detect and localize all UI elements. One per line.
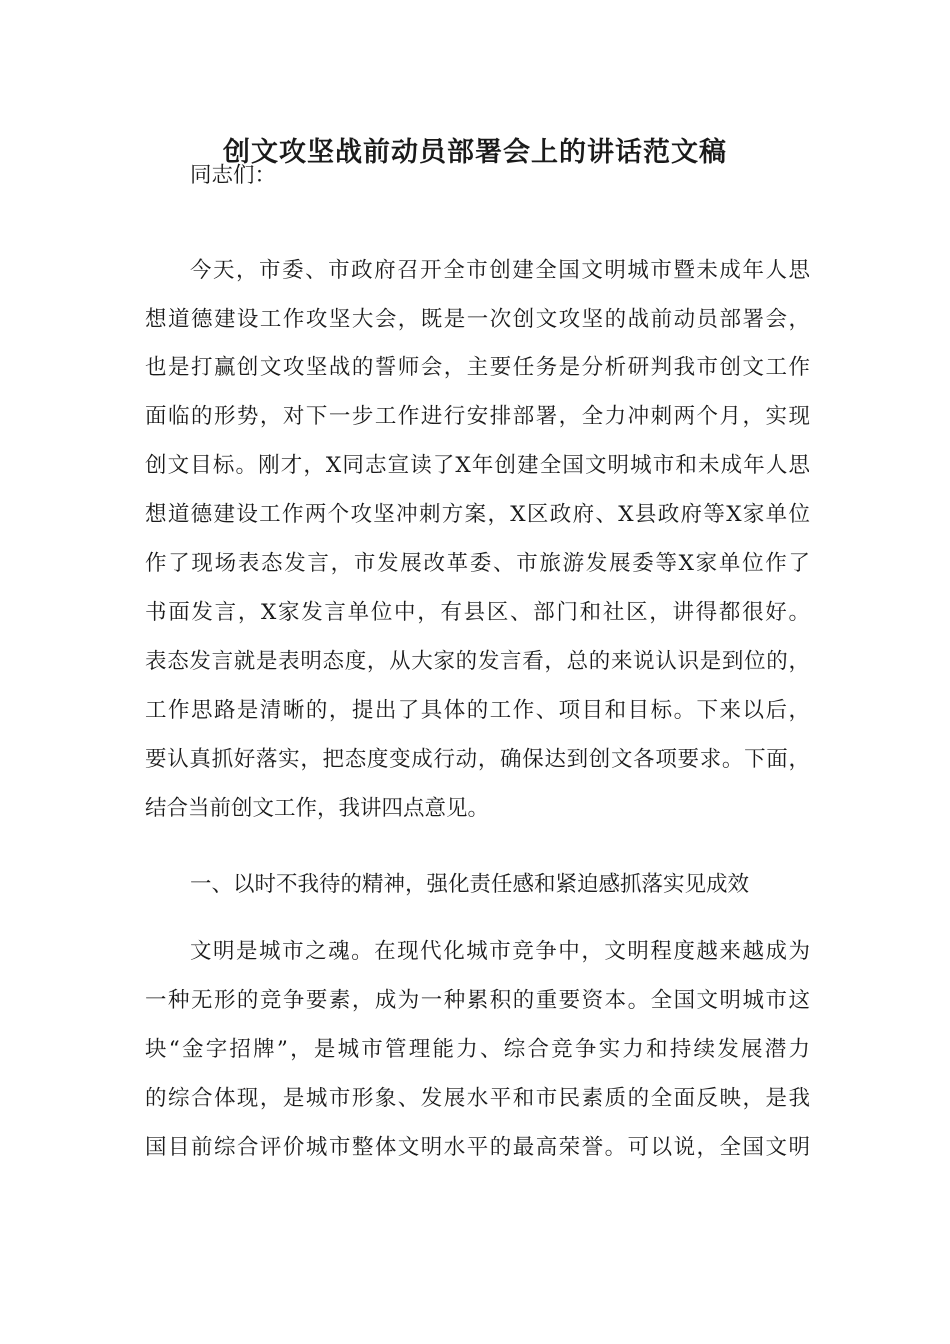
paragraph-1-line: 想道德建设工作攻坚大会，既是一次创文攻坚的战前动员部署会， <box>145 307 810 332</box>
paragraph-2-line: 文明是城市之魂。在现代化城市竞争中，文明程度越来越成为 <box>190 939 810 964</box>
paragraph-1-line: 也是打赢创文攻坚战的誓师会，主要任务是分析研判我市创文工作 <box>145 355 810 380</box>
paragraph-2-line: 块“金字招牌”，是城市管理能力、综合竞争实力和持续发展潜力 <box>145 1037 810 1062</box>
paragraph-2-line: 国目前综合评价城市整体文明水平的最高荣誉。可以说，全国文明 <box>145 1135 810 1160</box>
paragraph-1-line: 今天，市委、市政府召开全市创建全国文明城市暨未成年人思 <box>190 258 810 283</box>
paragraph-2-line: 一种无形的竞争要素，成为一种累积的重要资本。全国文明城市这 <box>145 988 810 1013</box>
salutation: 同志们： <box>190 163 277 188</box>
paragraph-1-line: 工作思路是清晰的，提出了具体的工作、项目和目标。下来以后， <box>145 698 810 723</box>
paragraph-1-line: 结合当前创文工作，我讲四点意见。 <box>145 796 490 821</box>
document-title: 创文攻坚战前动员部署会上的讲话范文稿 <box>223 137 727 168</box>
paragraph-1-line: 创文目标。刚才，X同志宣读了X年创建全国文明城市和未成年人思 <box>145 453 810 478</box>
paragraph-1-line: 作了现场表态发言，市发展改革委、市旅游发展委等X家单位作了 <box>145 551 810 576</box>
paragraph-1-line: 要认真抓好落实，把态度变成行动，确保达到创文各项要求。下面， <box>145 747 810 772</box>
paragraph-1-line: 想道德建设工作两个攻坚冲刺方案，X区政府、X县政府等X家单位 <box>145 502 810 527</box>
paragraph-1-line: 面临的形势，对下一步工作进行安排部署，全力冲刺两个月，实现 <box>145 404 810 429</box>
paragraph-1-line: 书面发言，X家发言单位中，有县区、部门和社区，讲得都很好。 <box>145 600 810 625</box>
section-heading: 一、以时不我待的精神，强化责任感和紧迫感抓落实见成效 <box>190 872 750 897</box>
paragraph-1-line: 表态发言就是表明态度，从大家的发言看，总的来说认识是到位的， <box>145 649 810 674</box>
paragraph-2-line: 的综合体现，是城市形象、发展水平和市民素质的全面反映，是我 <box>145 1086 810 1111</box>
